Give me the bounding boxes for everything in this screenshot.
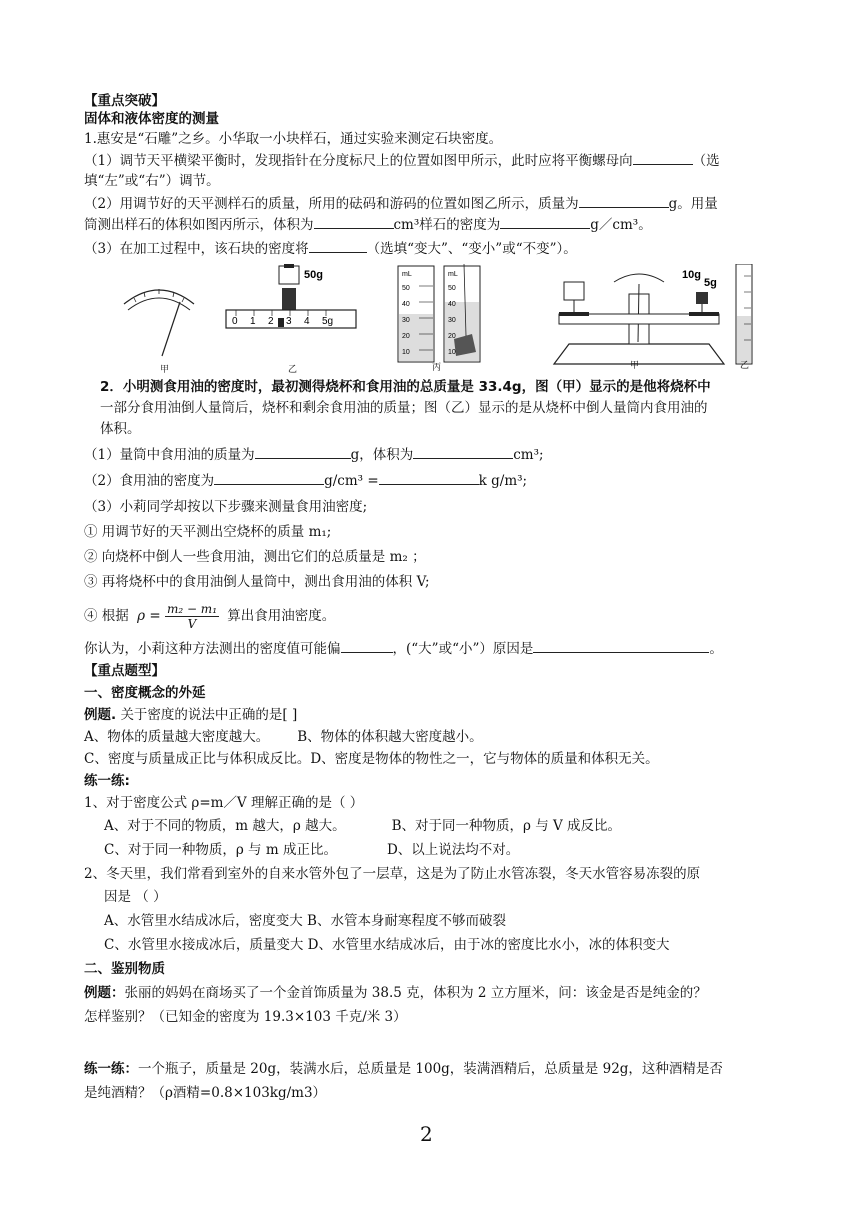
q2-blank-density-kgm3[interactable] [379, 472, 479, 485]
q2-conclusion: 你认为，小莉这种方法测出的密度值可能偏 ，(“大”或“小”）原因是 。 [84, 641, 723, 657]
part1-p2-cont: 因是 （ ） [104, 889, 167, 905]
page-number: 2 [420, 1122, 433, 1146]
cyl2-tick-10: 10 [448, 349, 456, 356]
caption-jia-q2: 甲 [630, 361, 640, 371]
density-formula: ρ = $\frac{\text{m₂ − m₁}}{V}$ [137, 602, 217, 631]
scale-tick-0: 0 [232, 316, 238, 327]
part1-p1-ab: A、对于不同的物质，m 越大，ρ 越大。 B、对于同一种物质，ρ 与 V 成反比。 [104, 818, 622, 834]
q2-blank-bias[interactable] [341, 640, 393, 653]
scale-tick-3: 3 [286, 316, 292, 327]
q1-blank-direction[interactable] [633, 152, 693, 165]
q1-stem: 1.惠安是“石雕”之乡。小华取一小块样石，通过实验来测定石块密度。 [84, 131, 503, 147]
q1-blank-mass[interactable] [579, 195, 669, 208]
part1-example: 例题. 关于密度的说法中正确的是[ ] [84, 707, 298, 723]
caption-bing: 丙 [432, 363, 442, 373]
section-heading-key-breakthrough: 【重点突破】 [84, 93, 165, 109]
graduated-cylinder-q2 [736, 264, 752, 364]
weight-10g-label: 10g [682, 269, 701, 281]
part1-title: 一、密度概念的外延 [84, 685, 206, 701]
cylinder-unit-label: mL [402, 271, 412, 278]
q2-part3: （3）小莉同学却按以下步骤来测量食用油密度; [84, 499, 368, 515]
cyl-tick-10: 10 [402, 349, 410, 356]
scale-tick-5: 5g [322, 316, 334, 327]
q1-part1: （1）调节天平横梁平衡时，发现指针在分度标尺上的位置如图甲所示，此时应将平衡螺母向 （选 [84, 153, 720, 169]
q2-blank-oil-mass[interactable] [255, 446, 351, 459]
q1-blank-density[interactable] [500, 216, 590, 229]
weight-5g-label: 5g [704, 277, 717, 289]
part2-example: 例题：张丽的妈妈在商场买了一个金首饰质量为 38.5 克，体积为 2 立方厘米，问：该金是否是纯金的？ [84, 985, 707, 1001]
q2-step2: ② 向烧杯中倒人一些食用油，测出它们的总质量是 m₂ ； [84, 549, 426, 565]
q2-line2: 一部分食用油倒人量筒后，烧杯和剩余食用油的质量；图（乙）显示的是从烧杯中倒人量筒内食用油的 [100, 400, 708, 416]
q1-part1-cont: 填“左”或“右”）调节。 [84, 173, 220, 189]
caption-yi-q2: 乙 [740, 361, 750, 371]
q2-step4: ④ 根据 ρ = $\frac{\text{m₂ − m₁}}{V}$ 算出食用油密度。 [84, 602, 336, 631]
cyl2-tick-20: 20 [448, 333, 456, 340]
part2-example-cont: 怎样鉴别？（已知金的密度为 19.3×103 千克/米 3） [84, 1009, 407, 1025]
q2-blank-oil-volume[interactable] [413, 446, 513, 459]
cyl2-tick-50: 50 [448, 285, 456, 292]
cyl-tick-20: 20 [402, 333, 410, 340]
part1-example-ab: A、物体的质量越大密度越大。 B、物体的体积越大密度越小。 [84, 729, 483, 745]
scale-tick-2: 2 [268, 316, 274, 327]
part1-practice-label: 练一练: [84, 773, 130, 789]
caption-yi: 乙 [288, 365, 298, 375]
rider-scale-figure [226, 264, 356, 328]
cyl-tick-50: 50 [402, 285, 410, 292]
cyl2-tick-40: 40 [448, 301, 456, 308]
part1-example-cd: C、密度与质量成正比与体积成反比。D、密度是物体的物性之一，它与物体的质量和体积无关。 [84, 751, 659, 767]
part1-p2-cd: C、水管里水接成冰后，质量变大 D、水管里水结成冰后，由于冰的密度比水小，冰的体积变大 [104, 937, 670, 953]
part2-practice: 练一练：一个瓶子，质量是 20g，装满水后，总质量是 100g，装满酒精后，总质量是 92g，这种酒精是否 [84, 1061, 723, 1077]
part1-p1-cd: C、对于同一种物质，ρ 与 m 成正比。 D、以上说法均不对。 [104, 842, 520, 858]
part2-practice-cont: 是纯酒精？（ρ酒精=0.8×103kg/m3） [84, 1085, 327, 1101]
q2-part2: （2）食用油的密度为 g/cm³ = k g/m³; [84, 473, 528, 489]
cylinder-unit-label-2: mL [448, 271, 458, 278]
figure-row-q1-q2 [114, 264, 754, 374]
part1-p1: 1、对于密度公式 ρ=m／V 理解正确的是（ ） [84, 795, 364, 811]
q1-blank-volume[interactable] [314, 216, 394, 229]
q2-part1: （1）量筒中食用油的质量为 g，体积为 cm³; [84, 447, 544, 463]
q2-step3: ③ 再将烧杯中的食用油倒人量筒中，测出食用油的体积 V; [84, 574, 430, 590]
q2-step1: ① 用调节好的天平测出空烧杯的质量 m₁; [84, 524, 332, 540]
q1-part3: （3）在加工过程中，该石块的密度将 （选填“变大”、“变小”或“不变”）。 [84, 241, 577, 257]
section-heading-key-types: 【重点题型】 [84, 663, 165, 679]
part1-p2-ab: A、水管里水结成冰后，密度变大 B、水管本身耐寒程度不够而破裂 [104, 913, 506, 929]
scale-tick-4: 4 [304, 316, 310, 327]
q2-line3: 体积。 [100, 421, 141, 437]
cyl-tick-40: 40 [402, 301, 410, 308]
balance-pointer-dial [124, 289, 194, 356]
q1-blank-change[interactable] [309, 240, 367, 253]
q1-part2-cont: 筒测出样石的体积如图丙所示，体积为 cm³样石的密度为 g／cm³。 [84, 217, 652, 233]
q2-blank-reason[interactable] [533, 640, 709, 653]
graduated-cylinders-bing [398, 264, 480, 362]
subheading-density-measurement: 固体和液体密度的测量 [84, 111, 219, 127]
q1-part2: （2）用调节好的天平测样石的质量，所用的砝码和游码的位置如图乙所示，质量为 g。用量 [84, 196, 718, 212]
scale-tick-1: 1 [250, 316, 256, 327]
balance-figure-q2 [554, 269, 724, 364]
cyl-tick-30: 30 [402, 317, 410, 324]
part1-p2: 2、冬天里，我们常看到室外的自来水管外包了一层草，这是为了防止水管冻裂，冬天水管容易冻裂的原 [84, 866, 701, 882]
q2-blank-density-gcm3[interactable] [214, 472, 324, 485]
cyl2-tick-30: 30 [448, 317, 456, 324]
q2-line1: 2．小明测食用油的密度时，最初测得烧杯和食用油的总质量是 33.4g，图（甲）显示的是他将烧杯中 [100, 379, 711, 395]
part2-title: 二、鉴别物质 [84, 961, 165, 977]
weight-50g-label: 50g [304, 269, 323, 281]
caption-jia: 甲 [160, 365, 170, 375]
